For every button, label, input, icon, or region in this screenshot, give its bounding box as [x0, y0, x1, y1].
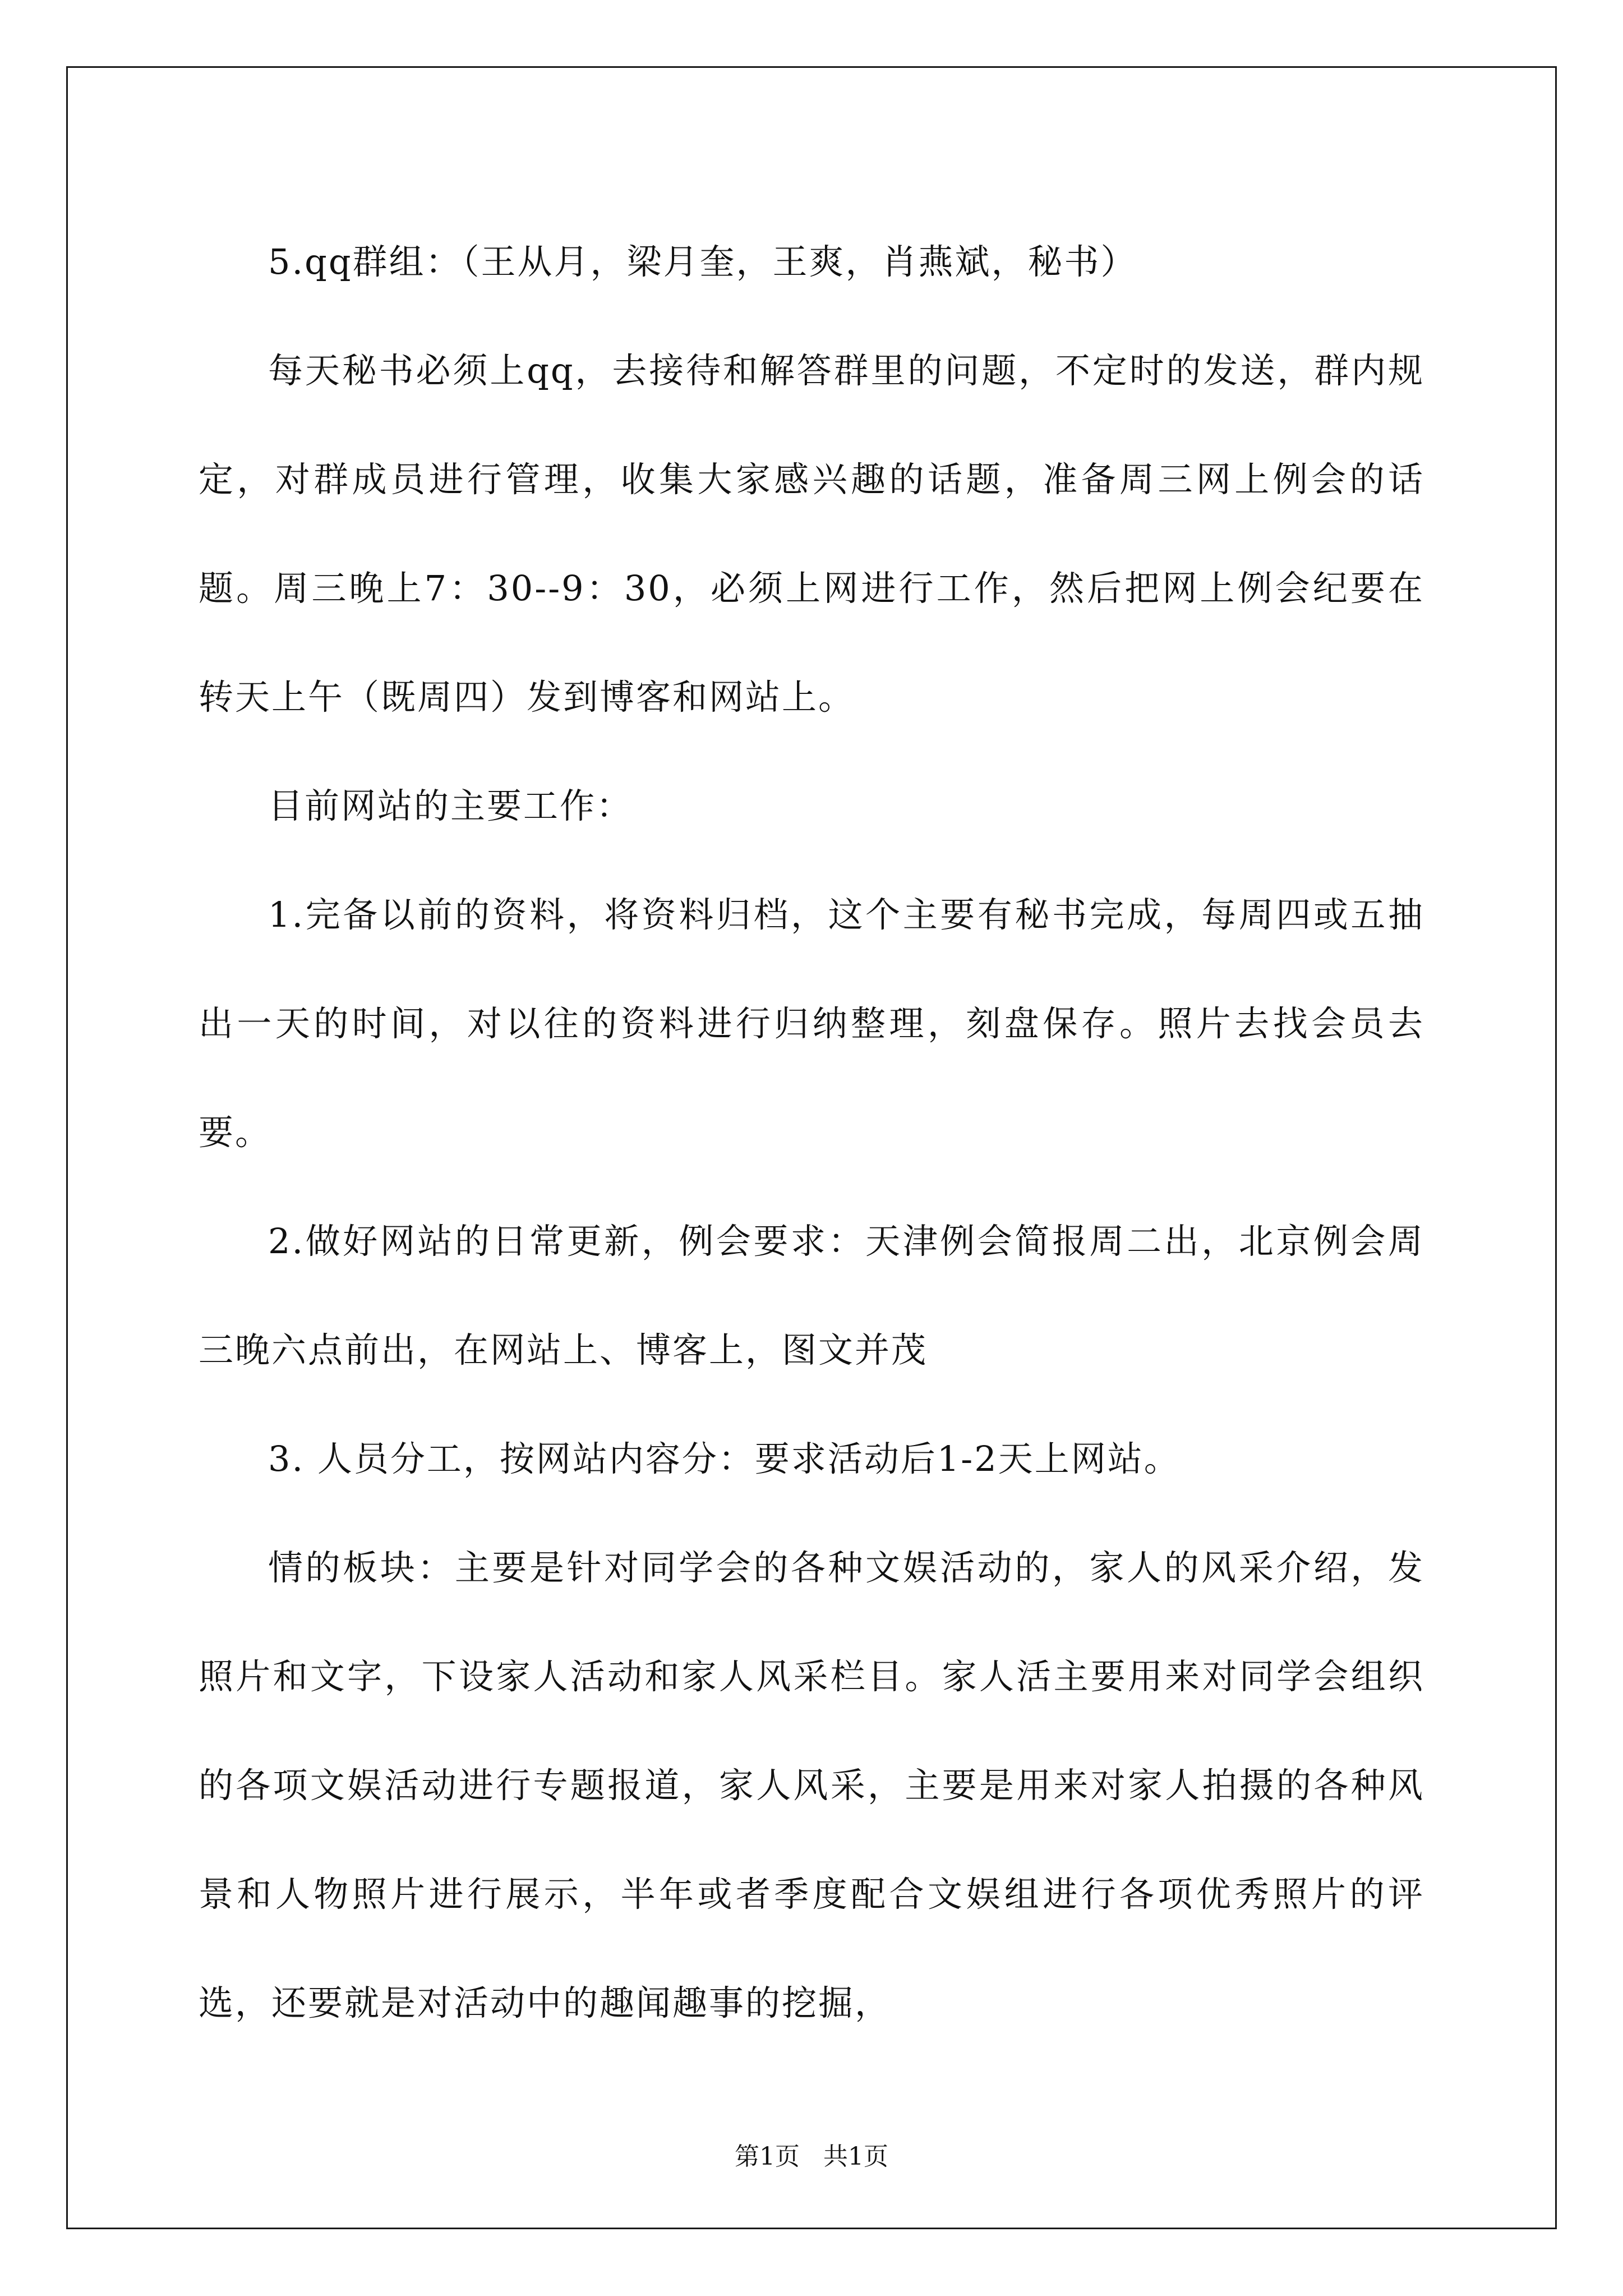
paragraph-secretary-duties: 每天秘书必须上qq，去接待和解答群里的问题，不定时的发送，群内规定，对群成员进行管理，收集大家感兴趣的话题，准备周三网上例会的话题。周三晚上7：30--9：30，必须上网进行工作，然后把网上例会纪要在转天上午（既周四）发到博客和网站上。 — [199, 350, 1424, 717]
page-number-current: 第1页 — [735, 2142, 800, 2171]
page-footer — [0, 2136, 1623, 2172]
document-body — [199, 208, 1424, 2058]
paragraph-item-1: 1.完备以前的资料，将资料归档，这个主要有秘书完成，每周四或五抽出一天的时间，对以往的资料进行归纳整理，刻盘保存。照片去找会员去要。 — [199, 894, 1424, 1153]
paragraph-item-3: 3. 人员分工，按网站内容分：要求活动后1-2天上网站。 — [268, 1438, 1181, 1479]
page-number-total: 共1页 — [823, 2142, 888, 2171]
paragraph-website-work-heading: 目前网站的主要工作： — [268, 785, 633, 826]
paragraph-item-2: 2.做好网站的日常更新，例会要求：天津例会简报周二出，北京例会周三晚六点前出，在网站上、博客上，图文并茂 — [199, 1221, 1424, 1370]
paragraph-section-description: 情的板块：主要是针对同学会的各种文娱活动的，家人的风采介绍，发照片和文字，下设家人活动和家人风采栏目。家人活主要用来对同学会组织的各项文娱活动进行专题报道，家人风采，主要是用来对家人拍摄的各种风景和人物照片进行展示，半年或者季度配合文娱组进行各项优秀照片的评选，还要就是对活动中的趣闻趣事的挖掘， — [199, 1547, 1424, 2023]
paragraph-qq-group: 5.qq群组：（王从月，梁月奎，王爽，肖燕斌，秘书） — [268, 241, 1137, 282]
